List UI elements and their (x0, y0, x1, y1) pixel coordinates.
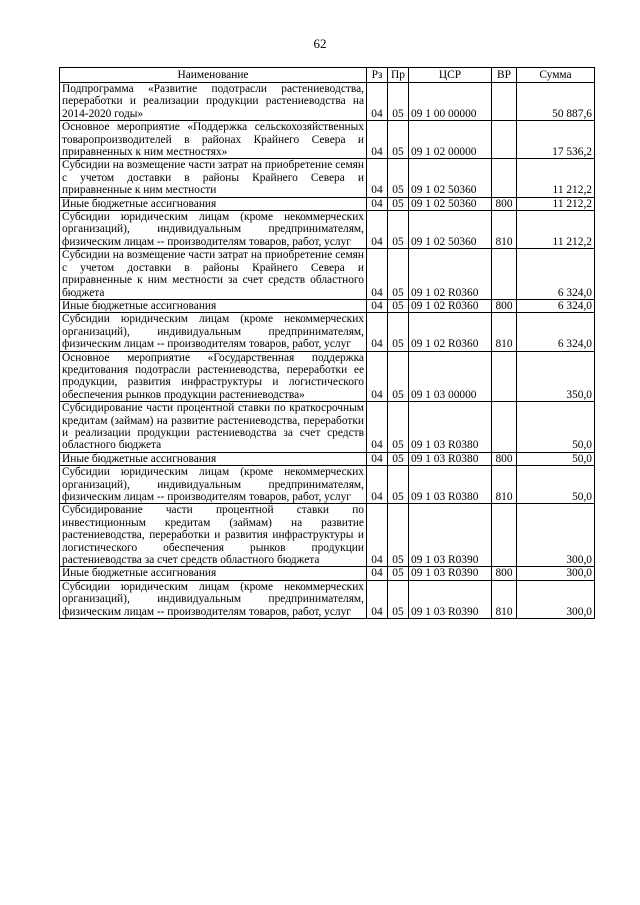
cell-sum: 50,0 (517, 466, 595, 504)
table-header-row (60, 68, 595, 83)
table-row (60, 211, 595, 249)
cell-vr: 810 (492, 466, 517, 504)
cell-csr: 09 1 03 R0380 (409, 402, 492, 453)
cell-csr: 09 1 02 R0360 (409, 313, 492, 351)
table-row (60, 197, 595, 210)
header-pr: Пр (388, 68, 409, 83)
table-row (60, 121, 595, 159)
cell-csr: 09 1 03 R0380 (409, 466, 492, 504)
cell-pr: 05 (388, 580, 409, 618)
cell-sum: 6 324,0 (517, 299, 595, 312)
table-row (60, 299, 595, 312)
cell-sum: 6 324,0 (517, 313, 595, 351)
cell-sum: 50,0 (517, 402, 595, 453)
cell-rz: 04 (367, 452, 388, 465)
cell-csr: 09 1 02 50360 (409, 211, 492, 249)
cell-pr: 05 (388, 466, 409, 504)
cell-pr: 05 (388, 299, 409, 312)
header-vr: ВР (492, 68, 517, 83)
cell-csr: 09 1 02 50360 (409, 197, 492, 210)
header-csr: ЦСР (409, 68, 492, 83)
cell-vr: 800 (492, 197, 517, 210)
cell-pr: 05 (388, 452, 409, 465)
cell-vr: 800 (492, 567, 517, 580)
cell-sum: 300,0 (517, 504, 595, 567)
table-row (60, 159, 595, 197)
table-row (60, 313, 595, 351)
cell-vr: 800 (492, 452, 517, 465)
table-row (60, 83, 595, 121)
table-row (60, 452, 595, 465)
table-row (60, 504, 595, 567)
page-number: 62 (313, 36, 327, 51)
cell-name: Субсидирование части процентной ставки по краткосрочным кредитам (займам) на развитие растениеводства, переработки и реализации продукции растениеводства за счет средств областного бюджета (60, 402, 367, 453)
cell-name: Основное мероприятие «Государственная поддержка кредитования подотрасли растениеводства, переработки ее продукции, развития инфраструктуры и логистического обеспечения рынков продукции растениеводства» (60, 351, 367, 402)
cell-name: Иные бюджетные ассигнования (60, 567, 367, 580)
cell-vr: 810 (492, 211, 517, 249)
cell-pr: 05 (388, 504, 409, 567)
cell-vr (492, 351, 517, 402)
cell-sum: 300,0 (517, 580, 595, 618)
budget-table (59, 67, 595, 619)
cell-rz: 04 (367, 504, 388, 567)
cell-pr: 05 (388, 211, 409, 249)
cell-vr (492, 159, 517, 197)
cell-sum: 50,0 (517, 452, 595, 465)
cell-csr: 09 1 02 00000 (409, 121, 492, 159)
cell-csr: 09 1 02 50360 (409, 159, 492, 197)
header-rz: Рз (367, 68, 388, 83)
cell-rz: 04 (367, 313, 388, 351)
cell-sum: 11 212,2 (517, 211, 595, 249)
cell-sum: 11 212,2 (517, 159, 595, 197)
cell-csr: 09 1 03 R0380 (409, 452, 492, 465)
cell-csr: 09 1 02 R0360 (409, 249, 492, 300)
cell-pr: 05 (388, 351, 409, 402)
table-row (60, 466, 595, 504)
cell-rz: 04 (367, 580, 388, 618)
cell-rz: 04 (367, 351, 388, 402)
cell-pr: 05 (388, 83, 409, 121)
header-sum: Сумма (517, 68, 595, 83)
cell-vr (492, 121, 517, 159)
cell-name: Субсидии юридическим лицам (кроме некоммерческих организаций), индивидуальным предпринимателям, физическим лицам -- производителям товаров, работ, услуг (60, 313, 367, 351)
cell-rz: 04 (367, 197, 388, 210)
table-row (60, 351, 595, 402)
cell-pr: 05 (388, 567, 409, 580)
cell-name: Основное мероприятие «Поддержка сельскохозяйственных товаропроизводителей в районах Крайнего Севера и приравненных к ним местностях» (60, 121, 367, 159)
cell-name: Субсидии юридическим лицам (кроме некоммерческих организаций), индивидуальным предпринимателям, физическим лицам -- производителям товаров, работ, услуг (60, 211, 367, 249)
table-row (60, 402, 595, 453)
cell-sum: 17 536,2 (517, 121, 595, 159)
cell-name: Субсидии на возмещение части затрат на приобретение семян с учетом доставки в районы Крайнего Севера и приравненные к ним местности (60, 159, 367, 197)
table-body (60, 83, 595, 619)
cell-csr: 09 1 02 R0360 (409, 299, 492, 312)
cell-vr (492, 402, 517, 453)
table-row (60, 249, 595, 300)
cell-sum: 11 212,2 (517, 197, 595, 210)
cell-pr: 05 (388, 121, 409, 159)
cell-rz: 04 (367, 83, 388, 121)
cell-vr: 810 (492, 313, 517, 351)
cell-vr (492, 504, 517, 567)
cell-rz: 04 (367, 211, 388, 249)
cell-name: Субсидии юридическим лицам (кроме некоммерческих организаций), индивидуальным предпринимателям, физическим лицам -- производителям товаров, работ, услуг (60, 580, 367, 618)
cell-sum: 350,0 (517, 351, 595, 402)
table-row (60, 567, 595, 580)
cell-name: Субсидии на возмещение части затрат на приобретение семян с учетом доставки в районы Крайнего Севера и приравненные к ним местности за счет средств областного бюджета (60, 249, 367, 300)
cell-name: Иные бюджетные ассигнования (60, 299, 367, 312)
cell-csr: 09 1 03 00000 (409, 351, 492, 402)
cell-pr: 05 (388, 402, 409, 453)
cell-pr: 05 (388, 197, 409, 210)
cell-rz: 04 (367, 159, 388, 197)
cell-pr: 05 (388, 313, 409, 351)
cell-sum: 50 887,6 (517, 83, 595, 121)
cell-rz: 04 (367, 299, 388, 312)
header-name: Наименование (60, 68, 367, 83)
cell-name: Субсидирование части процентной ставки по инвестиционным кредитам (займам) на развитие растениеводства, переработки и развития инфраструктуры и логистического обеспечения рынков продукции растениеводства за счет средств областного бюджета (60, 504, 367, 567)
cell-csr: 09 1 03 R0390 (409, 580, 492, 618)
cell-sum: 6 324,0 (517, 249, 595, 300)
cell-rz: 04 (367, 466, 388, 504)
cell-vr: 810 (492, 580, 517, 618)
table-row (60, 580, 595, 618)
cell-rz: 04 (367, 567, 388, 580)
cell-rz: 04 (367, 402, 388, 453)
cell-csr: 09 1 03 R0390 (409, 504, 492, 567)
cell-pr: 05 (388, 249, 409, 300)
cell-name: Иные бюджетные ассигнования (60, 197, 367, 210)
cell-csr: 09 1 00 00000 (409, 83, 492, 121)
cell-rz: 04 (367, 249, 388, 300)
cell-csr: 09 1 03 R0390 (409, 567, 492, 580)
cell-name: Подпрограмма «Развитие подотрасли растениеводства, переработки и реализации продукции растениеводства на 2014-2020 годы» (60, 83, 367, 121)
cell-vr (492, 83, 517, 121)
cell-name: Субсидии юридическим лицам (кроме некоммерческих организаций), индивидуальным предпринимателям, физическим лицам -- производителям товаров, работ, услуг (60, 466, 367, 504)
cell-rz: 04 (367, 121, 388, 159)
cell-sum: 300,0 (517, 567, 595, 580)
cell-vr: 800 (492, 299, 517, 312)
cell-vr (492, 249, 517, 300)
cell-name: Иные бюджетные ассигнования (60, 452, 367, 465)
cell-pr: 05 (388, 159, 409, 197)
